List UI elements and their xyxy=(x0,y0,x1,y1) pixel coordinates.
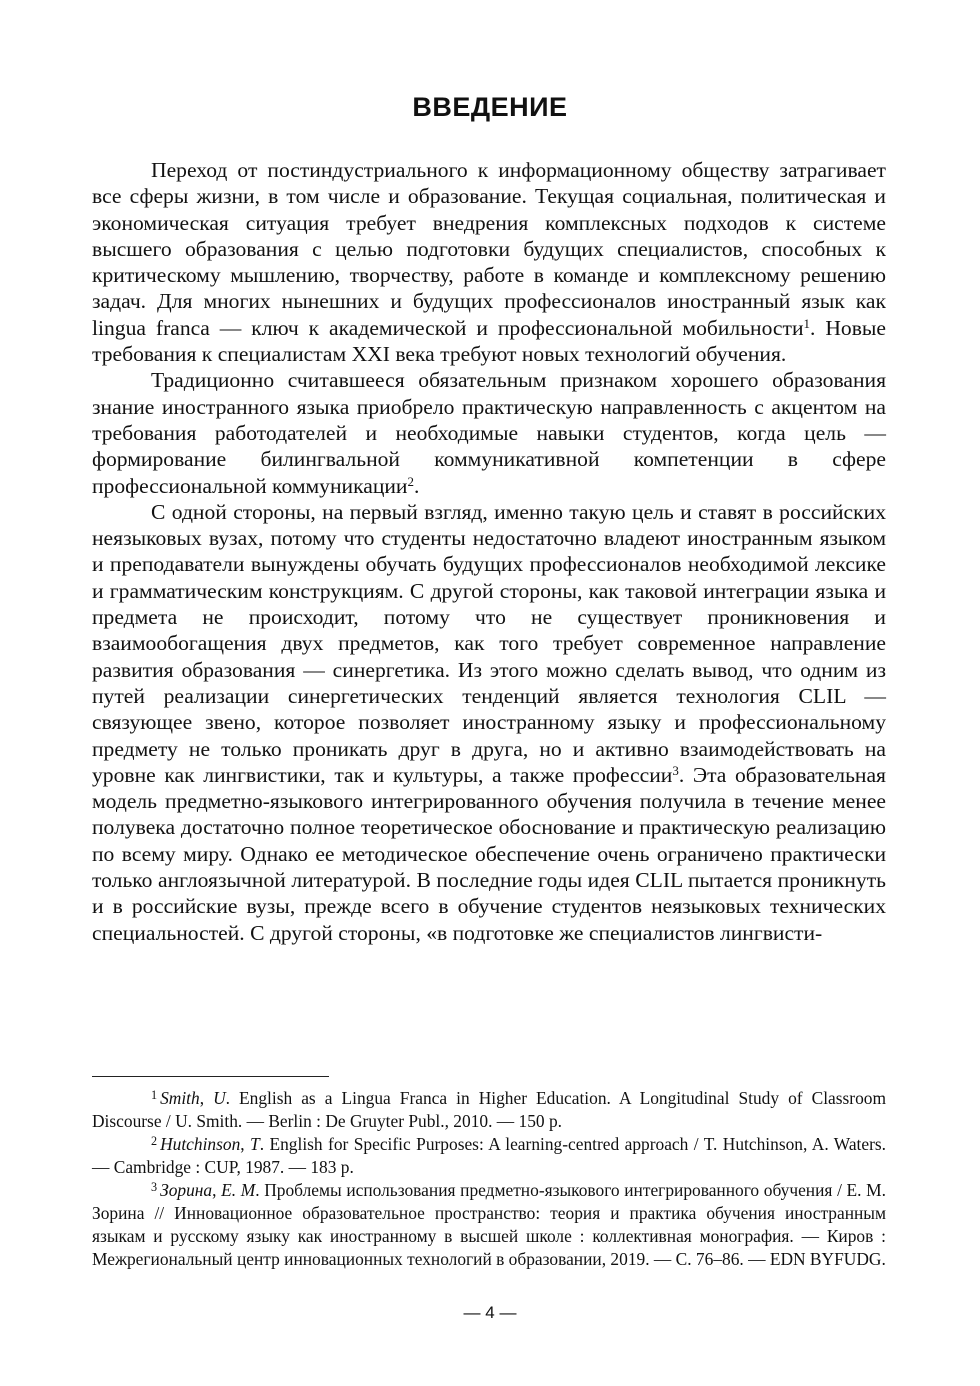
footnotes xyxy=(92,1087,886,1271)
footnote-author: Hutchinson xyxy=(160,1134,241,1154)
footnote-number: 1 xyxy=(151,1087,158,1102)
footnote-ref-3[interactable]: 3 xyxy=(672,762,679,778)
footnote-2: $^2$ Hutchinson, T. English for Specific Purposes: A learning-centred approach / T. Hutchinson, A. Waters. — Cambridge : CUP, 1987. — 183 p. xyxy=(92,1133,886,1177)
footnote-number: 3 xyxy=(151,1179,158,1194)
paragraph-3-text-a: С одной стороны, на первый взгляд, именно такую цель и ставят в российских неязыковых вузах, потому что студенты недостаточно владеют иностранным языком и преподаватели вынуждены обучать будущих профессионалов необходимой лексике и грамматическим конструкциям. С другой стороны, как таковой интеграции языка и предмета не происходит, потому что не существует проникновения и взаимообогащения двух предметов, как того требует современное направление развития образования — синергетика. Из этого можно сделать вывод, что одним из путей реализации синергетических тенденций является технология CLIL — связующее звено, которое позволяет иностранному языку и профессиональному предмету не только проникать друг в друга, но и активно взаимодействовать на уровне как лингвистики, так и культуры, а также профессии xyxy=(92,499,886,787)
footnote-1: $^1$ Smith, U. English as a Lingua Franca in Higher Education. A Longitudinal Study of Classroom Discourse / U. Smith. — Berlin : De Gruyter Publ., 2010. — 150 p. xyxy=(92,1087,886,1131)
footnote-text: . English as a Lingua Franca in Higher Education. A Longitudinal Study of Classroom Discourse / U. Smith. — Berlin : De Gruyter Publ., 2010. — 150 p. xyxy=(92,1088,886,1131)
paragraph-1-text-b: . Новые требования к специалистам XXI века требуют новых технологий обучения. xyxy=(92,315,886,367)
footnote-text: . Проблемы использования предметно-языкового интегрированного обучения / Е. М. Зорина // Инновационное образовательное пространство: теория и практика обучения иностранным языкам и русскому языку как иностранному в высшей школе : коллективная монография. — Киров : Межрегиональный центр инновационных технологий в образовании, 2019. — С. 76–86. — EDN BYFUDG. xyxy=(92,1180,886,1269)
chapter-heading: ВВЕДЕНИЕ xyxy=(412,92,568,122)
paragraph-2 xyxy=(92,367,886,498)
footnote-3: $^3$ Зорина, Е. М. Проблемы использования предметно-языкового интегрированного обучения / Е. М. Зорина // Инновационное образовательное пространство: теория и практика обучения иностранным языкам и русскому языку как иностранному в высшей школе : коллективная монография. — Киров : Межрегиональный центр инновационных технологий в образовании, 2019. — С. 76–86. — EDN BYFUDG. xyxy=(92,1179,886,1269)
page-number: — 4 — xyxy=(463,1303,517,1322)
footnote-text: . English for Specific Purposes: A learning-centred approach / T. Hutchinson, A. Waters. — Cambridge : CUP, 1987. — 183 p. xyxy=(92,1134,886,1177)
footnote-author: Smith xyxy=(160,1088,200,1108)
footnote-ref-2[interactable]: 2 xyxy=(407,473,414,489)
paragraph-2-text-a: Традиционно считавшееся обязательным признаком хорошего образования знание иностранного языка приобрело практическую направленность с акцентом на требования работодателей и необходимые навыки студентов, когда цель — формирование билингвальной коммуникативной компетенции в сфере профессиональной коммуникации xyxy=(92,368,886,498)
footnote-author: Зорина xyxy=(160,1180,213,1200)
footnote-initial: U xyxy=(213,1088,226,1108)
footnote-number: 2 xyxy=(151,1133,158,1148)
paragraph-3-text-b: . Эта образовательная модель предметно-языкового интегрированного обучения получила в течение менее полувека достаточно полное теоретическое обоснование и практическую реализацию по всему миру. Однако ее методическое обеспечение очень ограничено практически только англоязычной литературой. В последние годы идея CLIL пытается проникнуть и в российские вузы, прежде всего в обучение студентов неязыковых технических специальностей. С другой стороны, «в подготовке же специалистов лингвисти- xyxy=(92,762,886,945)
paragraph-2-text-b: . xyxy=(413,473,420,498)
paragraph-1 xyxy=(92,157,886,367)
footnote-separator xyxy=(92,1076,329,1077)
paragraph-1-text-a: Переход от постиндустриального к информационному обществу затрагивает все сферы жизни, в том числе и образование. Текущая социальная, политическая и экономическая ситуация требует внедрения комплексных подходов к системе высшего образования с целью подготовки будущих специалистов, способных к критическому мышлению, творчеству, работе в команде и комплексному решению задач. Для многих нынешних и будущих профессионалов иностранный язык как lingua franca — ключ к академической и профессиональной мобильности xyxy=(92,158,886,340)
footnote-ref-1[interactable]: 1 xyxy=(803,315,810,331)
footnote-initial: Е. М xyxy=(221,1180,256,1200)
body-text xyxy=(92,157,886,946)
footnote-initial: T xyxy=(250,1134,260,1154)
paragraph-3 xyxy=(92,499,886,946)
